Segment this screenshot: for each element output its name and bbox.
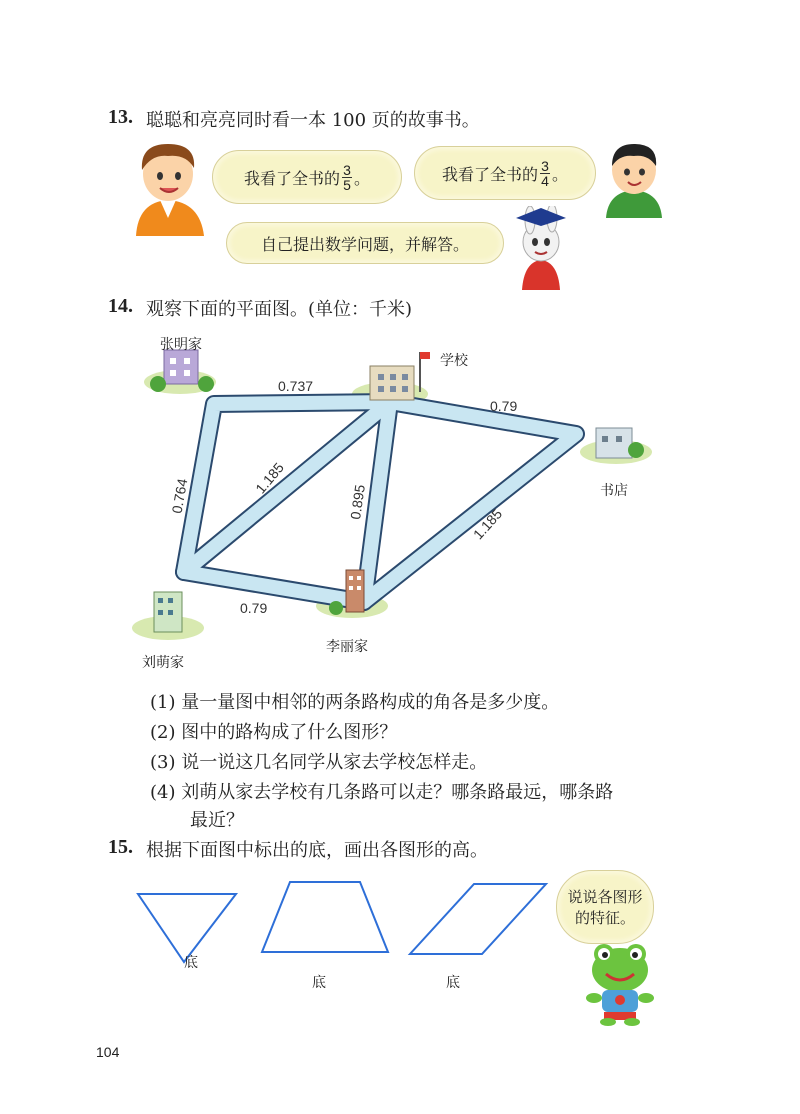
bubble-left-suffix: 。 bbox=[354, 168, 371, 188]
q14-sub-3: (3) 说一说这几名同学从家去学校怎样走。 bbox=[150, 752, 488, 773]
rabbit-illustration bbox=[508, 206, 574, 296]
dist-liumeng-school: 1.185 bbox=[252, 459, 287, 497]
dist-lili-bookstore: 1.185 bbox=[469, 505, 506, 543]
label-liumeng: 刘萌家 bbox=[142, 655, 184, 671]
bubble-task: 自己提出数学问题，并解答。 bbox=[226, 222, 504, 264]
trapezoid-shape bbox=[262, 882, 388, 952]
fraction-3-5 bbox=[342, 163, 352, 192]
dist-lili-school: 0.895 bbox=[347, 483, 368, 521]
bubble-right bbox=[414, 146, 596, 200]
q13-text: 聪聪和亮亮同时看一本 100 页的故事书。 bbox=[146, 110, 480, 131]
label-zhangming: 张明家 bbox=[160, 337, 202, 353]
page-number: 104 bbox=[96, 1044, 120, 1060]
label-lili: 李丽家 bbox=[326, 639, 368, 655]
boy-left-illustration bbox=[128, 140, 210, 236]
q14-number: 14. bbox=[108, 295, 133, 317]
q14-sub-4: (4) 刘萌从家去学校有几条路可以走？哪条路最远，哪条路 bbox=[150, 782, 614, 803]
fraction-denominator: 5 bbox=[343, 176, 351, 193]
q14-sub-1: (1) 量一量图中相邻的两条路构成的角各是多少度。 bbox=[150, 692, 560, 713]
boy-right-illustration bbox=[602, 142, 666, 218]
label-bookstore: 书店 bbox=[600, 483, 628, 499]
dist-school-bookstore: 0.79 bbox=[490, 398, 518, 414]
dist-zhangming-liumeng: 0.764 bbox=[168, 477, 191, 515]
fraction-numerator: 3 bbox=[541, 157, 549, 174]
q15-number: 15. bbox=[108, 836, 133, 858]
bubble-left-prefix: 我看了全书的 bbox=[243, 168, 340, 188]
q14-text: 观察下面的平面图。(单位：千米) bbox=[146, 299, 413, 320]
dist-liumeng-lili: 0.79 bbox=[240, 600, 268, 616]
fraction-denominator: 4 bbox=[541, 172, 549, 189]
label-school: 学校 bbox=[440, 353, 468, 369]
bubble-left bbox=[212, 150, 402, 204]
parallelogram-base-label: 底 bbox=[446, 975, 460, 991]
q14-sub-4-cont: 最近？ bbox=[190, 810, 244, 831]
frog-bubble-line1: 说说各图形 bbox=[567, 888, 643, 906]
frog-illustration bbox=[580, 940, 660, 1026]
parallelogram-shape bbox=[410, 884, 546, 954]
frog-bubble-line2: 的特征。 bbox=[574, 909, 635, 927]
liumeng-house-icon bbox=[154, 592, 182, 632]
bookstore-icon bbox=[596, 428, 644, 458]
frog-bubble bbox=[556, 870, 654, 944]
triangle-base-label: 底 bbox=[184, 955, 198, 971]
bubble-right-suffix: 。 bbox=[552, 164, 569, 184]
fraction-3-4 bbox=[540, 159, 550, 188]
bubble-right-prefix: 我看了全书的 bbox=[441, 164, 538, 184]
trapezoid-base-label: 底 bbox=[312, 975, 326, 991]
q15-text: 根据下面图中标出的底，画出各图形的高。 bbox=[146, 840, 488, 861]
fraction-numerator: 3 bbox=[343, 161, 351, 178]
q14-sub-2: (2) 图中的路构成了什么图形？ bbox=[150, 722, 398, 743]
plan-map bbox=[120, 330, 680, 680]
q13-number: 13. bbox=[108, 106, 133, 128]
dist-zhangming-school: 0.737 bbox=[278, 378, 314, 394]
